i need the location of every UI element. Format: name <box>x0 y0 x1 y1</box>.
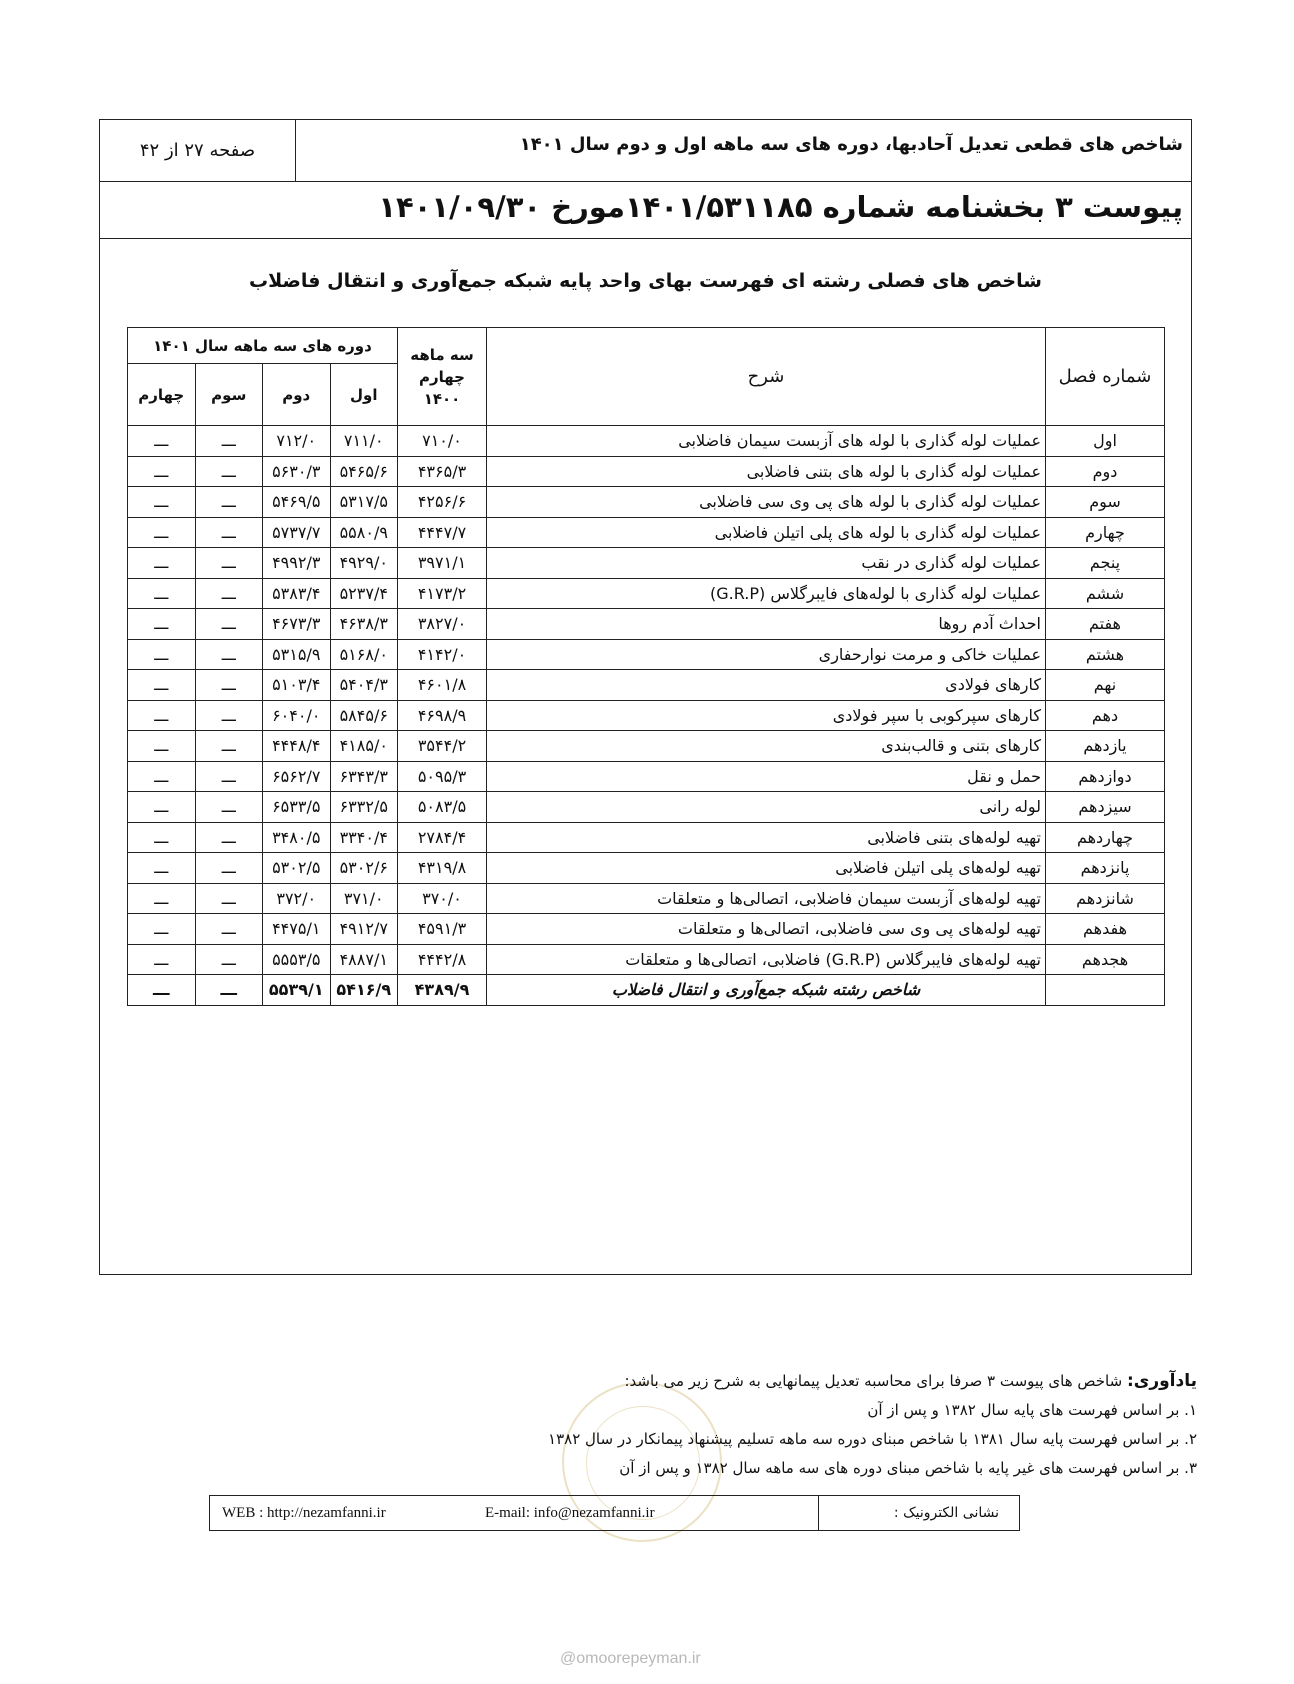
cell-section: هجدهم <box>1046 944 1165 975</box>
cell-q2: ۵۶۳۰/۳ <box>263 456 331 487</box>
cell-q4: ـــ <box>128 700 196 731</box>
reminder-note <box>548 1367 1197 1483</box>
cell-description: عملیات لوله گذاری با لوله های بتنی فاضلابی <box>487 456 1046 487</box>
cell-section: سوم <box>1046 487 1165 518</box>
cell-description: احداث آدم روها <box>487 609 1046 640</box>
cell-section: دهم <box>1046 700 1165 731</box>
cell-description: کارهای بتنی و قالب‌بندی <box>487 731 1046 762</box>
cell-q1: ۴۶۳۸/۳ <box>330 609 398 640</box>
cell-prev-quarter: ۴۱۷۳/۲ <box>398 578 487 609</box>
cell-section: اول <box>1046 426 1165 457</box>
cell-q1: ۴۹۱۲/۷ <box>330 914 398 945</box>
cell-q3: ـــ <box>195 670 263 701</box>
cell-q4: ـــ <box>128 426 196 457</box>
cell-prev-quarter: ۴۳۶۵/۳ <box>398 456 487 487</box>
cell-section: هفتم <box>1046 609 1165 640</box>
cell-q1: ۵۲۳۷/۴ <box>330 578 398 609</box>
cell-q3: ـــ <box>195 761 263 792</box>
table-row <box>128 517 1165 548</box>
cell-q1: ۵۵۸۰/۹ <box>330 517 398 548</box>
table-row <box>128 914 1165 945</box>
cell-section: هفدهم <box>1046 914 1165 945</box>
cell-q1: ۵۳۱۷/۵ <box>330 487 398 518</box>
cell-q4: ـــ <box>128 487 196 518</box>
cell-q2: ۶۵۳۳/۵ <box>263 792 331 823</box>
cell-q2: ۷۱۲/۰ <box>263 426 331 457</box>
header-q3: سوم <box>195 364 263 426</box>
table-row <box>128 487 1165 518</box>
cell-q2: ۵۳۱۵/۹ <box>263 639 331 670</box>
cell-section: شانزدهم <box>1046 883 1165 914</box>
cell-q3: ـــ <box>195 792 263 823</box>
cell-q1: ۴۸۸۷/۱ <box>330 944 398 975</box>
cell-q2: ۵۳۸۳/۴ <box>263 578 331 609</box>
cell-prev-quarter: ۴۱۴۲/۰ <box>398 639 487 670</box>
cell-q3: ـــ <box>195 639 263 670</box>
total-q1: ۵۴۱۶/۹ <box>330 975 398 1006</box>
cell-q1: ۵۸۴۵/۶ <box>330 700 398 731</box>
cell-description: تهیه لوله‌های بتنی فاضلابی <box>487 822 1046 853</box>
cell-q3: ـــ <box>195 426 263 457</box>
cell-prev-quarter: ۴۴۴۷/۷ <box>398 517 487 548</box>
web-link[interactable]: WEB : http://nezamfanni.ir <box>222 1505 386 1521</box>
cell-q2: ۵۵۵۳/۵ <box>263 944 331 975</box>
header-q2: دوم <box>263 364 331 426</box>
cell-q3: ـــ <box>195 548 263 579</box>
cell-description: تهیه لوله‌های پلی اتیلن فاضلابی <box>487 853 1046 884</box>
cell-q4: ـــ <box>128 639 196 670</box>
table-row <box>128 761 1165 792</box>
table-row <box>128 609 1165 640</box>
header-section: شماره فصل <box>1046 328 1165 426</box>
cell-section: نهم <box>1046 670 1165 701</box>
total-q3: ـــ <box>195 975 263 1006</box>
table-body <box>128 426 1165 1006</box>
cell-q3: ـــ <box>195 578 263 609</box>
header-row <box>100 120 1191 182</box>
cell-q4: ـــ <box>128 731 196 762</box>
contact-label: نشانی الکترونیک : <box>818 1496 1019 1530</box>
table-row <box>128 822 1165 853</box>
cell-q3: ـــ <box>195 853 263 884</box>
cell-q2: ۶۵۶۲/۷ <box>263 761 331 792</box>
cell-q2: ۴۴۴۸/۴ <box>263 731 331 762</box>
contact-box <box>209 1495 1020 1531</box>
cell-q4: ـــ <box>128 792 196 823</box>
email-link[interactable]: E-mail: info@nezamfanni.ir <box>485 1505 655 1521</box>
cell-q3: ـــ <box>195 456 263 487</box>
cell-section: چهارم <box>1046 517 1165 548</box>
cell-q1: ۶۳۳۲/۵ <box>330 792 398 823</box>
header-quarter-group: دوره های سه ماهه سال ۱۴۰۱ <box>128 328 398 364</box>
cell-prev-quarter: ۴۴۴۲/۸ <box>398 944 487 975</box>
cell-q4: ـــ <box>128 944 196 975</box>
cell-q4: ـــ <box>128 578 196 609</box>
note-item: ۲. بر اساس فهرست پایه سال ۱۳۸۱ با شاخص مبنای دوره سه ماهه تسلیم پیشنهاد پیمانکار در سال ۱۳۸۲ <box>548 1430 1197 1448</box>
cell-q3: ـــ <box>195 822 263 853</box>
cell-prev-quarter: ۴۳۱۹/۸ <box>398 853 487 884</box>
cell-q4: ـــ <box>128 456 196 487</box>
table-row <box>128 426 1165 457</box>
cell-q1: ۴۱۸۵/۰ <box>330 731 398 762</box>
cell-description: کارهای سپرکوبی با سپر فولادی <box>487 700 1046 731</box>
cell-q4: ـــ <box>128 609 196 640</box>
table-row <box>128 670 1165 701</box>
cell-q3: ـــ <box>195 944 263 975</box>
cell-q3: ـــ <box>195 731 263 762</box>
cell-description: عملیات لوله گذاری با لوله های آزبست سیمان فاضلابی <box>487 426 1046 457</box>
cell-q1: ۳۳۴۰/۴ <box>330 822 398 853</box>
cell-prev-quarter: ۲۷۸۴/۴ <box>398 822 487 853</box>
header-prev-quarter: سه ماهه چهارم ۱۴۰۰ <box>398 328 487 426</box>
cell-q1: ۷۱۱/۰ <box>330 426 398 457</box>
cell-q3: ـــ <box>195 517 263 548</box>
cell-q2: ۵۱۰۳/۴ <box>263 670 331 701</box>
note-label: یادآوری: <box>1126 1371 1197 1391</box>
cell-section: سیزدهم <box>1046 792 1165 823</box>
cell-q1: ۶۳۴۳/۳ <box>330 761 398 792</box>
cell-prev-quarter: ۳۸۲۷/۰ <box>398 609 487 640</box>
table-row <box>128 883 1165 914</box>
page-number: صفحه ۲۷ از ۴۲ <box>100 120 296 181</box>
cell-q3: ـــ <box>195 609 263 640</box>
cell-q4: ـــ <box>128 914 196 945</box>
cell-q1: ۵۱۶۸/۰ <box>330 639 398 670</box>
total-label: شاخص رشته شبکه جمع‌آوری و انتقال فاضلاب <box>487 975 1046 1006</box>
cell-section: هشتم <box>1046 639 1165 670</box>
cell-q3: ـــ <box>195 487 263 518</box>
cell-q4: ـــ <box>128 517 196 548</box>
total-prev-quarter: ۴۳۸۹/۹ <box>398 975 487 1006</box>
table-row <box>128 456 1165 487</box>
cell-q4: ـــ <box>128 670 196 701</box>
note-item: ۱. بر اساس فهرست های پایه سال ۱۳۸۲ و پس از آن <box>867 1401 1197 1419</box>
cell-prev-quarter: ۴۵۹۱/۳ <box>398 914 487 945</box>
header-q4: چهارم <box>128 364 196 426</box>
cell-q2: ۳۷۲/۰ <box>263 883 331 914</box>
cell-description: تهیه لوله‌های پی وی سی فاضلابی، اتصالی‌ها و متعلقات <box>487 914 1046 945</box>
cell-prev-quarter: ۵۰۸۳/۵ <box>398 792 487 823</box>
document-frame <box>99 119 1192 1275</box>
table-row <box>128 853 1165 884</box>
note-intro: شاخص های پیوست ۳ صرفا برای محاسبه تعدیل پیمانهایی به شرح زیر می باشد: <box>624 1372 1123 1390</box>
index-table <box>127 327 1165 1006</box>
cell-prev-quarter: ۳۹۷۱/۱ <box>398 548 487 579</box>
cell-q2: ۶۰۴۰/۰ <box>263 700 331 731</box>
cell-description: تهیه لوله‌های فایبرگلاس (G.R.P) فاضلابی، اتصالی‌ها و متعلقات <box>487 944 1046 975</box>
cell-prev-quarter: ۴۶۰۱/۸ <box>398 670 487 701</box>
table-row <box>128 639 1165 670</box>
annex-title: پیوست ۳ بخشنامه شماره ۱۴۰۱/۵۳۱۱۸۵مورخ ۱۴۰۱/۰۹/۳۰ <box>378 190 1183 224</box>
table-row <box>128 944 1165 975</box>
cell-section: پانزدهم <box>1046 853 1165 884</box>
document-title: شاخص های قطعی تعدیل آحادبها، دوره های سه ماهه اول و دوم سال ۱۴۰۱ <box>519 134 1183 155</box>
cell-q2: ۵۴۶۹/۵ <box>263 487 331 518</box>
cell-q3: ـــ <box>195 883 263 914</box>
cell-section <box>1046 975 1165 1006</box>
cell-q4: ـــ <box>128 853 196 884</box>
cell-description: کارهای فولادی <box>487 670 1046 701</box>
cell-q1: ۳۷۱/۰ <box>330 883 398 914</box>
cell-q1: ۵۴۶۵/۶ <box>330 456 398 487</box>
cell-description: عملیات لوله گذاری با لوله‌های فایبرگلاس (G.R.P) <box>487 578 1046 609</box>
cell-q3: ـــ <box>195 914 263 945</box>
cell-prev-quarter: ۳۷۰/۰ <box>398 883 487 914</box>
cell-section: دوازدهم <box>1046 761 1165 792</box>
cell-section: پنجم <box>1046 548 1165 579</box>
cell-q2: ۵۷۳۷/۷ <box>263 517 331 548</box>
cell-description: عملیات لوله گذاری با لوله های پلی اتیلن فاضلابی <box>487 517 1046 548</box>
table-row <box>128 578 1165 609</box>
cell-q2: ۳۴۸۰/۵ <box>263 822 331 853</box>
cell-q3: ـــ <box>195 700 263 731</box>
total-row <box>128 975 1165 1006</box>
cell-q4: ـــ <box>128 822 196 853</box>
annex-row <box>100 182 1191 239</box>
table-row <box>128 792 1165 823</box>
cell-q4: ـــ <box>128 548 196 579</box>
cell-q2: ۴۴۷۵/۱ <box>263 914 331 945</box>
note-item: ۳. بر اساس فهرست های غیر پایه با شاخص مبنای دوره های سه ماهه سال ۱۳۸۲ و پس از آن <box>619 1459 1197 1477</box>
cell-prev-quarter: ۷۱۰/۰ <box>398 426 487 457</box>
header-description: شرح <box>487 328 1046 426</box>
cell-description: عملیات لوله گذاری با لوله های پی وی سی فاضلابی <box>487 487 1046 518</box>
cell-section: دوم <box>1046 456 1165 487</box>
cell-description: عملیات لوله گذاری در نقب <box>487 548 1046 579</box>
total-q4: ـــ <box>128 975 196 1006</box>
watermark-text: @omoorepeyman.ir <box>560 1650 701 1667</box>
cell-q4: ـــ <box>128 883 196 914</box>
cell-description: حمل و نقل <box>487 761 1046 792</box>
table-row <box>128 548 1165 579</box>
cell-prev-quarter: ۴۲۵۶/۶ <box>398 487 487 518</box>
table-row <box>128 731 1165 762</box>
cell-section: یازدهم <box>1046 731 1165 762</box>
cell-section: ششم <box>1046 578 1165 609</box>
cell-description: تهیه لوله‌های آزبست سیمان فاضلابی، اتصالی‌ها و متعلقات <box>487 883 1046 914</box>
cell-section: چهاردهم <box>1046 822 1165 853</box>
cell-q1: ۵۳۰۲/۶ <box>330 853 398 884</box>
table-title: شاخص های فصلی رشته ای فهرست بهای واحد پایه شبکه جمع‌آوری و انتقال فاضلاب <box>249 270 1042 292</box>
cell-q1: ۴۹۲۹/۰ <box>330 548 398 579</box>
cell-description: لوله رانی <box>487 792 1046 823</box>
total-q2: ۵۵۳۹/۱ <box>263 975 331 1006</box>
cell-description: عملیات خاکی و مرمت نوارحفاری <box>487 639 1046 670</box>
table-row <box>128 700 1165 731</box>
cell-prev-quarter: ۳۵۴۴/۲ <box>398 731 487 762</box>
cell-prev-quarter: ۵۰۹۵/۳ <box>398 761 487 792</box>
cell-q4: ـــ <box>128 761 196 792</box>
cell-prev-quarter: ۴۶۹۸/۹ <box>398 700 487 731</box>
cell-q2: ۴۹۹۲/۳ <box>263 548 331 579</box>
cell-q2: ۴۶۷۳/۳ <box>263 609 331 640</box>
cell-q2: ۵۳۰۲/۵ <box>263 853 331 884</box>
cell-q1: ۵۴۰۴/۳ <box>330 670 398 701</box>
header-q1: اول <box>330 364 398 426</box>
